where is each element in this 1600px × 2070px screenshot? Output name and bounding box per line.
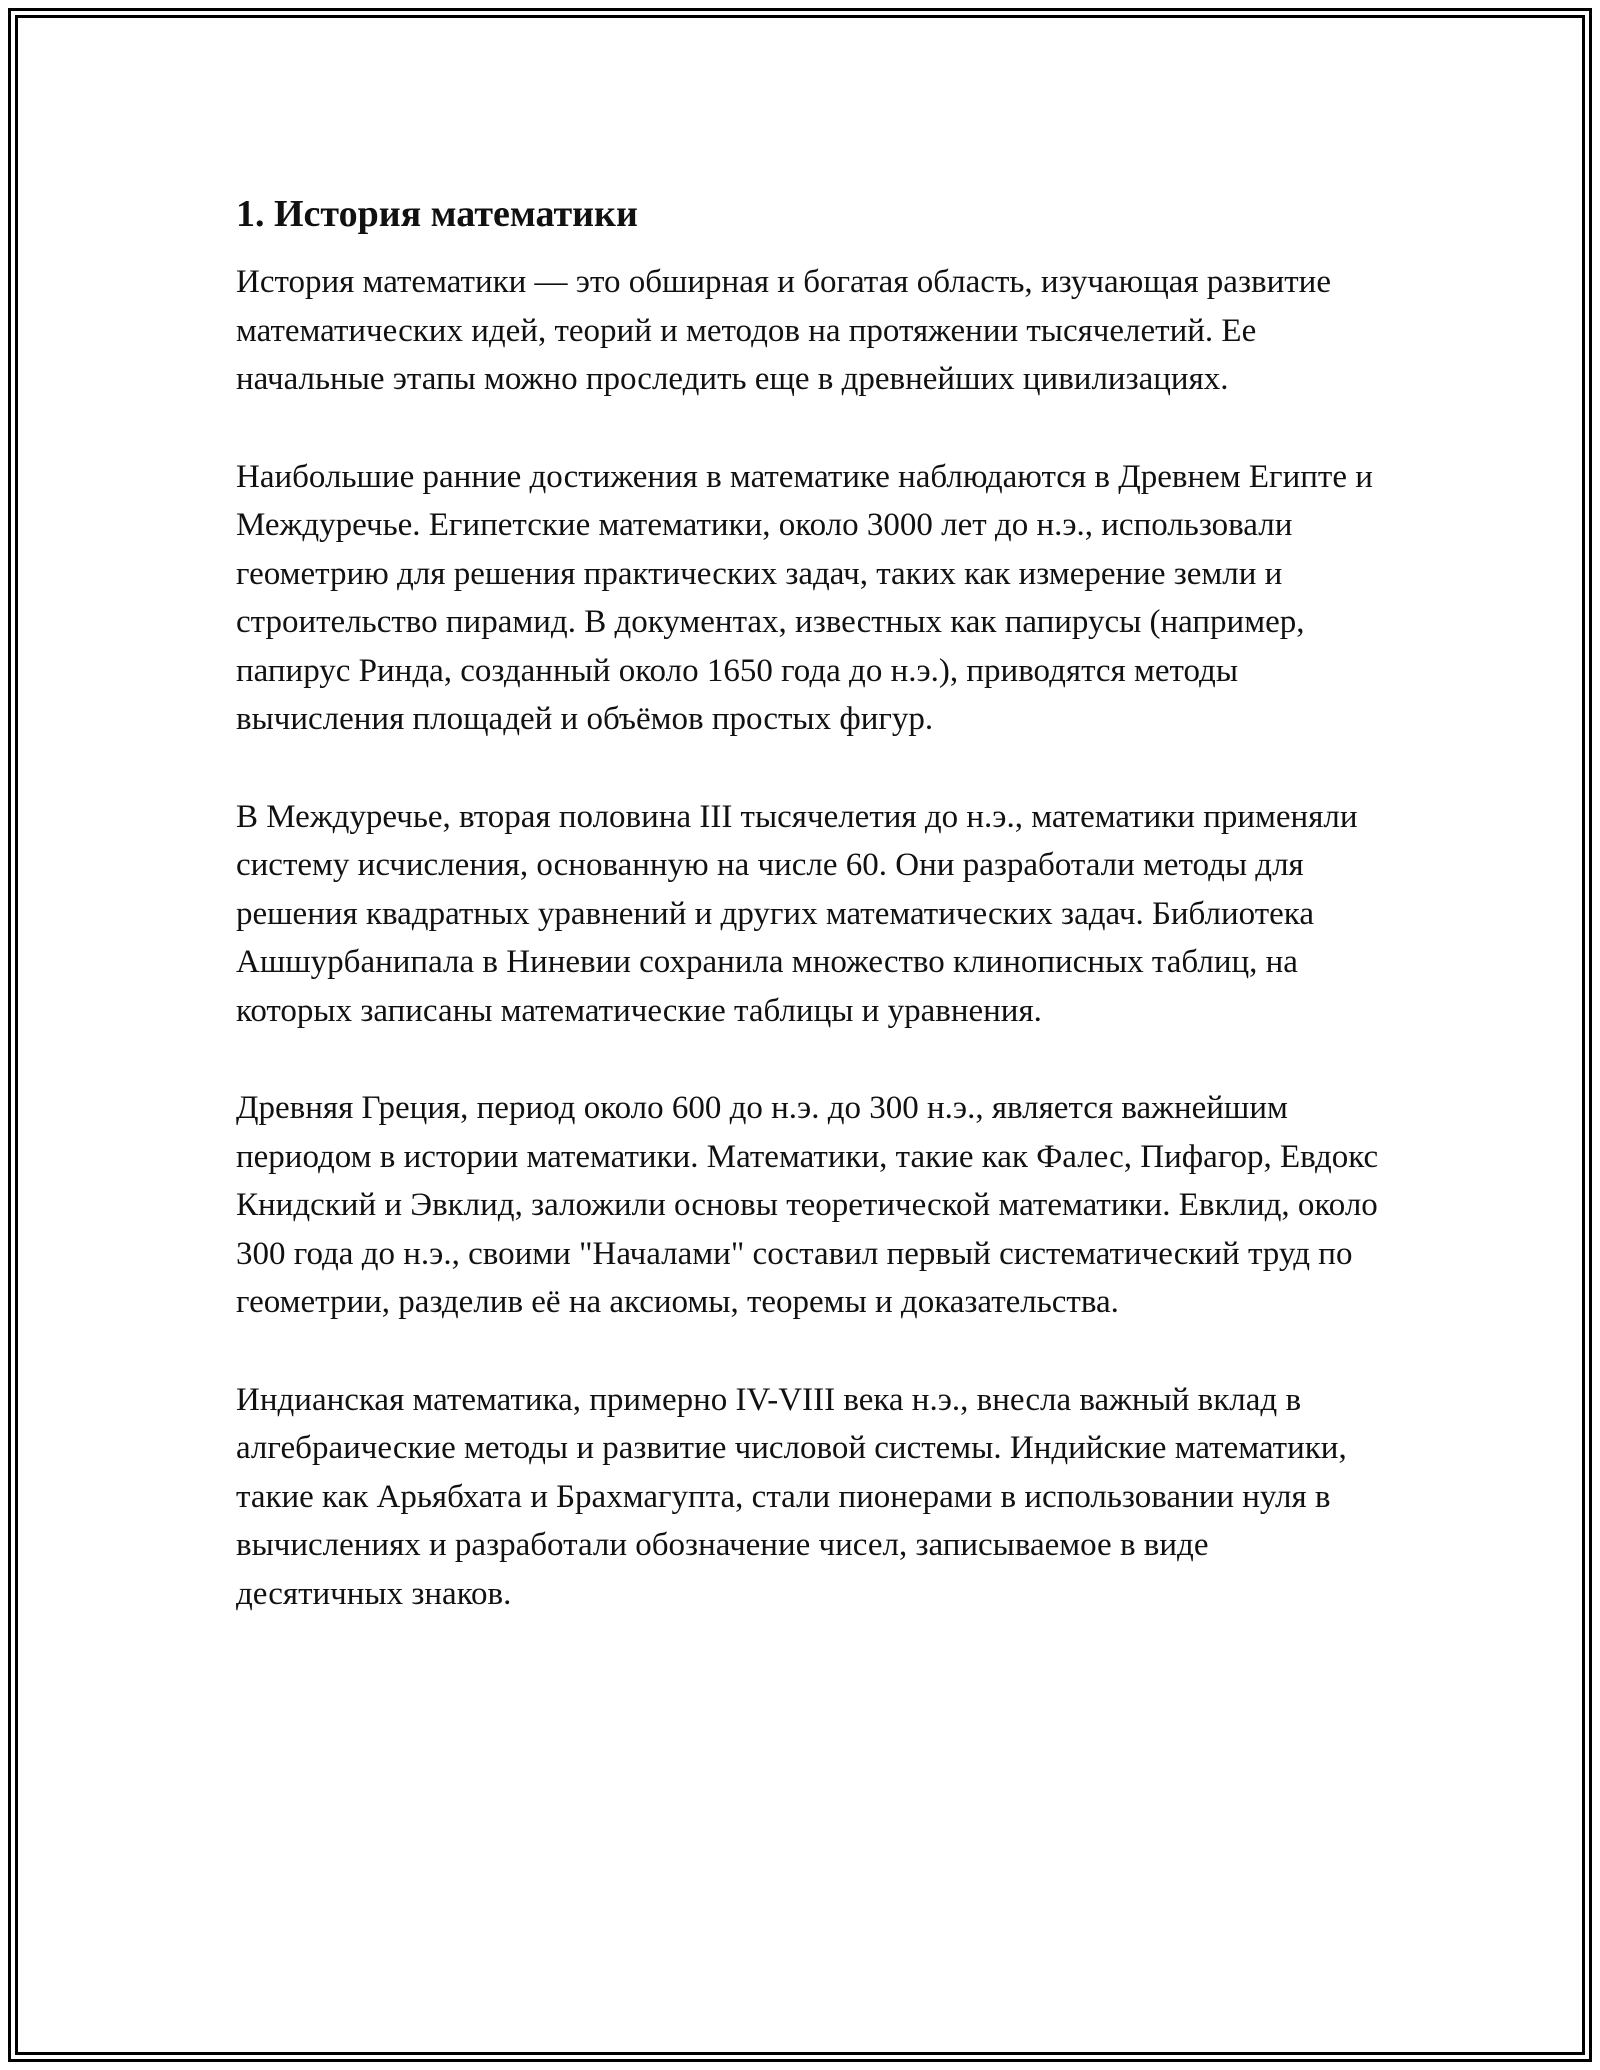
paragraph-egypt: Наибольшие ранние достижения в математике наблюдаются в Древнем Египте и Междуречье. Египетские математики, около 3000 лет до н.э., использовали геометрию для решения практических задач, таких как измерение земли и строительство пирамид. В документах, известных как папирусы (например, папирус Ринда, созданный около 1650 года до н.э.), приводятся методы вычисления площадей и объёмов простых фигур. <box>236 458 1373 737</box>
document-body <box>236 186 1381 1667</box>
paragraph-mesopotamia: В Междуречье, вторая половина III тысячелетия до н.э., математики применяли систему исчисления, основанную на числе 60. Они разработали методы для решения квадратных уравнений и других математических задач. Библиотека Ашшурбанипала в Ниневии сохранила множество клинописных таблиц, на которых записаны математические таблицы и уравнения. <box>236 798 1358 1029</box>
paragraph-greece: Древняя Греция, период около 600 до н.э. до 300 н.э., является важнейшим периодом в истории математики. Математики, такие как Фалес, Пифагор, Евдокс Книдский и Эвклид, заложили основы теоретической математики. Евклид, около 300 года до н.э., своими "Началами" составил первый систематический труд по геометрии, разделив её на аксиомы, теоремы и доказательства. <box>236 1090 1379 1320</box>
section-heading: 1. История математики <box>236 193 638 235</box>
paragraph-india: Индианская математика, примерно IV-VIII века н.э., внесла важный вклад в алгебраические методы и развитие числовой системы. Индийские математики, такие как Арьябхата и Брахмагупта, стали пионерами в использовании нуля в вычислениях и разработали обозначение чисел, записываемое в виде десятичных знаков. <box>236 1381 1347 1612</box>
paragraph-intro: История математики — это обширная и богатая область, изучающая развитие математических идей, теорий и методов на протяжении тысячелетий. Ее начальные этапы можно проследить еще в древнейших цивилизациях. <box>236 264 1331 397</box>
